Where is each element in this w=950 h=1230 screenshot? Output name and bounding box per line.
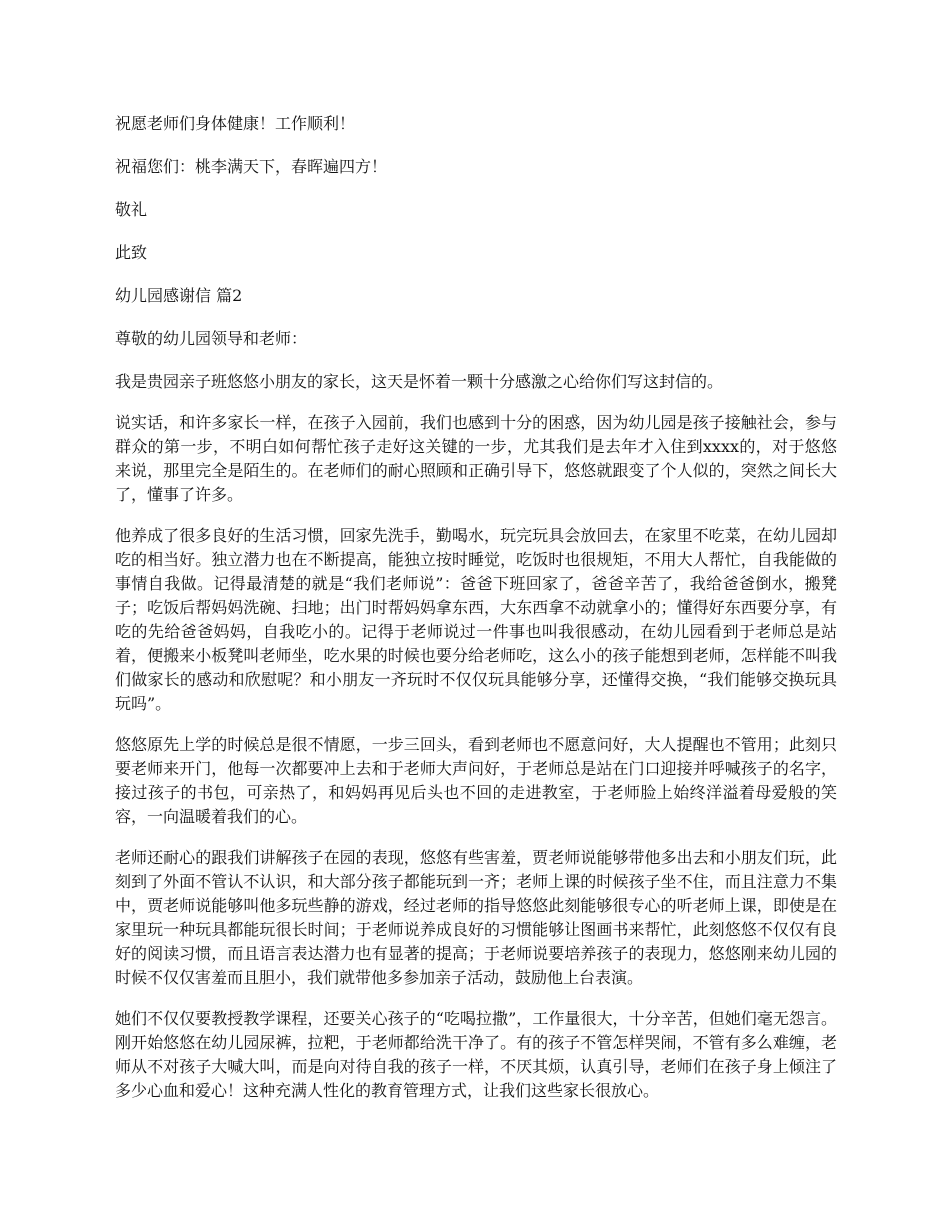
regards-line: 此致 — [115, 243, 148, 262]
body-paragraph: 悠悠原先上学的时候总是很不情愿，一步三回头，看到老师也不愿意问好，大人提醒也不管用；此刻只要老师来开门，他每一次都要冲上去和于老师大声问好，于老师总是站在门口迎接并呼喊孩子的名字，接过孩子的书包，可亲热了，和妈妈再见后头也不回的走进教室，于老师脸上始终洋溢着母爱般的笑容，一向温暖着我们的心。 — [115, 735, 837, 826]
body-paragraph: 老师还耐心的跟我们讲解孩子在园的表现，悠悠有些害羞，贾老师说能够带他多出去和小朋友们玩，此刻到了外面不管认不认识，和大部分孩子都能玩到一齐；老师上课的时候孩子坐不住，而且注意力不集中，贾老师说能够叫他多玩些静的游戏，经过老师的指导悠悠此刻能够很专心的听老师上课，即使是在家里玩一种玩具都能玩很长时间；于老师说养成良好的习惯能够让图画书来帮忙，此刻悠悠不仅仅有良好的阅读习惯，而且语言表达潜力也有显著的提高；于老师说要培养孩子的表现力，悠悠刚来幼儿园的时候不仅仅害羞而且胆小，我们就带他多参加亲子活动，鼓励他上台表演。 — [115, 848, 837, 987]
body-paragraph: 她们不仅仅要教授教学课程，还要关心孩子的“吃喝拉撒”，工作量很大，十分辛苦，但她们毫无怨言。刚开始悠悠在幼儿园尿裤，拉粑，于老师都给洗干净了。有的孩子不管怎样哭闹，不管有多么难缠，老师从不对孩子大喊大叫，而是向对待自我的孩子一样，不厌其烦，认真引导，老师们在孩子身上倾注了多少心血和爱心！这种充满人性化的教育管理方式，让我们这些家长很放心。 — [115, 1009, 837, 1100]
body-paragraph: 说实话，和许多家长一样，在孩子入园前，我们也感到十分的困惑，因为幼儿园是孩子接触社会，参与群众的第一步，不明白如何帮忙孩子走好这关键的一步，尤其我们是去年才入住到xxxx的，对于悠悠来说，那里完全是陌生的。在老师们的耐心照顾和正确引导下，悠悠就跟变了个人似的，突然之间长大了，懂事了许多。 — [115, 413, 837, 504]
body-paragraph: 他养成了很多良好的生活习惯，回家先洗手，勤喝水，玩完玩具会放回去，在家里不吃菜，在幼儿园却吃的相当好。独立潜力也在不断提高，能独立按时睡觉，吃饭时也很规矩，不用大人帮忙，自我能做的事情自我做。记得最清楚的就是“我们老师说”：爸爸下班回家了，爸爸辛苦了，我给爸爸倒水，搬凳子；吃饭后帮妈妈洗碗、扫地；出门时帮妈妈拿东西，大东西拿不动就拿小的；懂得好东西要分享，有吃的先给爸爸妈妈，自我吃小的。记得于老师说过一件事也叫我很感动，在幼儿园看到于老师总是站着，便搬来小板凳叫老师坐，吃水果的时候也要分给老师吃，这么小的孩子能想到老师，怎样能不叫我们做家长的感动和欣慰呢？和小朋友一齐玩时不仅仅玩具能够分享，还懂得交换，“我们能够交换玩具玩吗”。 — [115, 526, 837, 713]
section-heading: 幼儿园感谢信 篇2 — [115, 286, 243, 305]
intro-paragraph: 我是贵园亲子班悠悠小朋友的家长，这天是怀着一颗十分感激之心给你们写这封信的。 — [115, 372, 724, 391]
salute-line: 敬礼 — [115, 200, 148, 219]
blessing-line: 祝福您们：桃李满天下，春晖遍四方！ — [115, 157, 388, 176]
salutation: 尊敬的幼儿园领导和老师： — [115, 329, 308, 348]
letter-document — [115, 112, 837, 1120]
closing-wish-line: 祝愿老师们身体健康！工作顺利！ — [115, 114, 356, 133]
